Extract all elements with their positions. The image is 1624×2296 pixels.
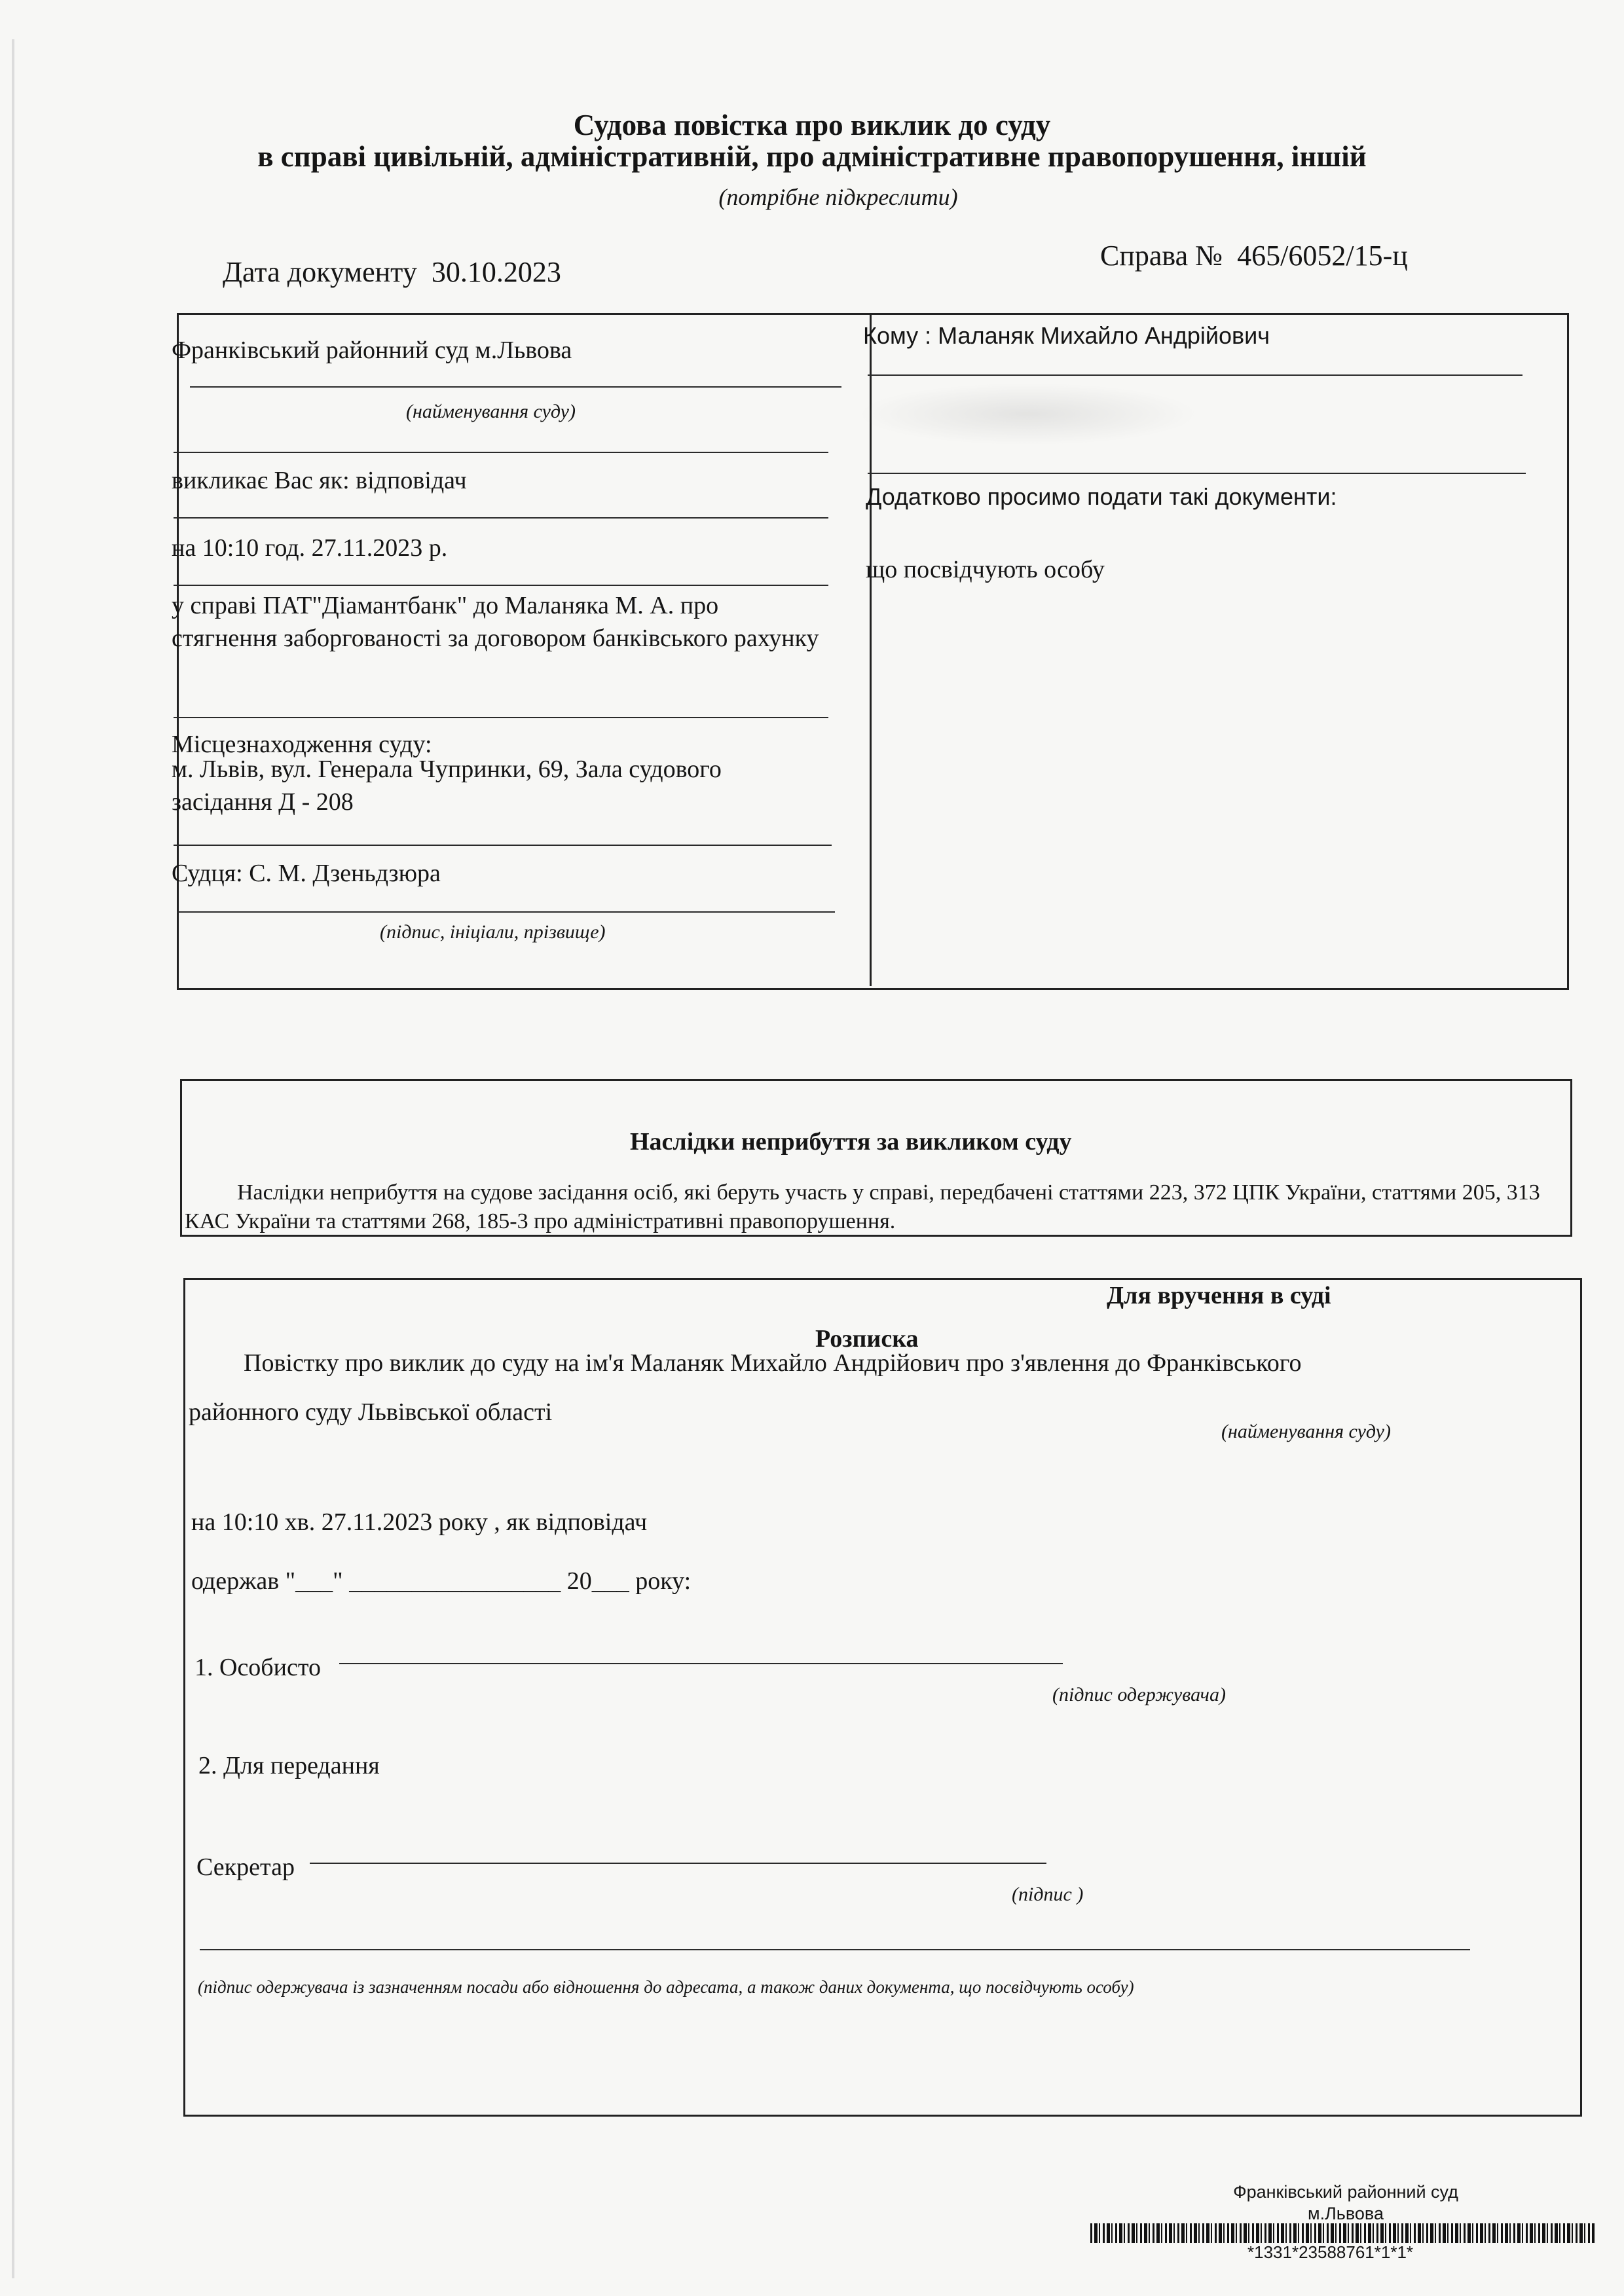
personally-signature-line — [339, 1663, 1063, 1664]
rule — [174, 717, 828, 718]
barcode — [1090, 2223, 1595, 2243]
secretary-signature-line — [310, 1863, 1046, 1864]
location-label: Місцезнаходження суду: — [172, 731, 432, 758]
court-caption: (найменування суду) — [406, 401, 576, 422]
item-transfer-label: 2. Для передання — [198, 1752, 380, 1779]
bottom-caption: (підпис одержувача із зазначенням посади або відношення до адресата, а також даних документа, що посвідчують особу) — [198, 1977, 1134, 1997]
page-edge — [12, 39, 14, 2278]
hearing-time: на 10:10 год. 27.11.2023 р. — [172, 534, 448, 562]
item-personally-caption: (підпис одержувача) — [1052, 1684, 1226, 1705]
case-label: Справа № — [1100, 240, 1223, 272]
docs-request: Додатково просимо подати такі документи: — [866, 483, 1337, 510]
rule — [177, 911, 835, 913]
receipt-time: на 10:10 хв. 27.11.2023 року , як відповідач — [191, 1508, 648, 1536]
rule — [174, 517, 828, 519]
judge: Судця: С. М. Дзеньдзюра — [172, 860, 441, 887]
barcode-text: *1331*23588761*1*1* — [1247, 2242, 1414, 2262]
footer-court-line-1: Франківський районний суд — [1233, 2182, 1458, 2202]
title-line-1: Судова повістка про виклик до суду — [573, 109, 1051, 141]
document-date — [223, 255, 561, 289]
location-value: м. Львів, вул. Генерала Чупринки, 69, Зала судового засідання Д - 208 — [172, 756, 722, 816]
secretary-label: Секретар — [196, 1853, 295, 1881]
receipt-line-1: Повістку про виклик до суду на ім'я Маланяк Михайло Андрійович про з'явлення до Франківського — [244, 1349, 1302, 1377]
rule — [174, 585, 828, 586]
footer-court-line-2: м.Львова — [1308, 2204, 1384, 2223]
case-description: у справі ПАТ"Діамантбанк" до Маланяка М. А. про стягнення заборгованості за договором банківського рахунку — [172, 592, 819, 652]
receipt-line-2: районного суду Львівської області — [189, 1398, 553, 1426]
court-name: Франківський районний суд м.Львова — [172, 337, 572, 364]
case-value: 465/6052/15-ц — [1237, 240, 1408, 272]
recipient: Кому : Маланяк Михайло Андрійович — [863, 322, 1270, 349]
rule — [174, 452, 828, 453]
recipient-line — [868, 374, 1522, 376]
summons-as: викликає Вас як: відповідач — [172, 467, 467, 494]
docs-list: що посвідчують особу — [866, 556, 1105, 583]
received-date-line: одержав "___" _________________ 20___ року: — [191, 1567, 692, 1595]
title-note: (потрібне підкреслити) — [718, 184, 958, 210]
erased-address — [858, 383, 1198, 445]
title-line-2: в справі цивільній, адміністративній, про адміністративне правопорушення, іншій — [257, 140, 1367, 173]
consequences-body: Наслідки неприбуття на судове засідання осіб, які беруть участь у справі, передбачені статтями 223, 372 ЦПК України, статтями 205, 313 КАС України та статтями 268, 185-3 про адміністративні правопорушення. — [185, 1180, 1540, 1233]
item-personally-label: 1. Особисто — [194, 1654, 321, 1681]
rule — [174, 845, 832, 846]
for-court-label: Для вручення в суді — [1107, 1282, 1331, 1309]
date-label: Дата документу — [223, 256, 417, 288]
case-number — [1100, 239, 1408, 272]
receipt-court-caption: (найменування суду) — [1221, 1421, 1391, 1442]
receipt-title: Розписка — [815, 1325, 919, 1353]
date-value: 30.10.2023 — [431, 256, 561, 288]
sign-caption: (підпис, ініціали, прізвище) — [380, 921, 606, 943]
secretary-caption: (підпис ) — [1012, 1884, 1084, 1905]
rule — [868, 473, 1526, 474]
consequences-title: Наслідки неприбуття за викликом суду — [630, 1128, 1072, 1156]
court-line — [190, 386, 841, 388]
recipient-signature-line — [200, 1949, 1470, 1950]
